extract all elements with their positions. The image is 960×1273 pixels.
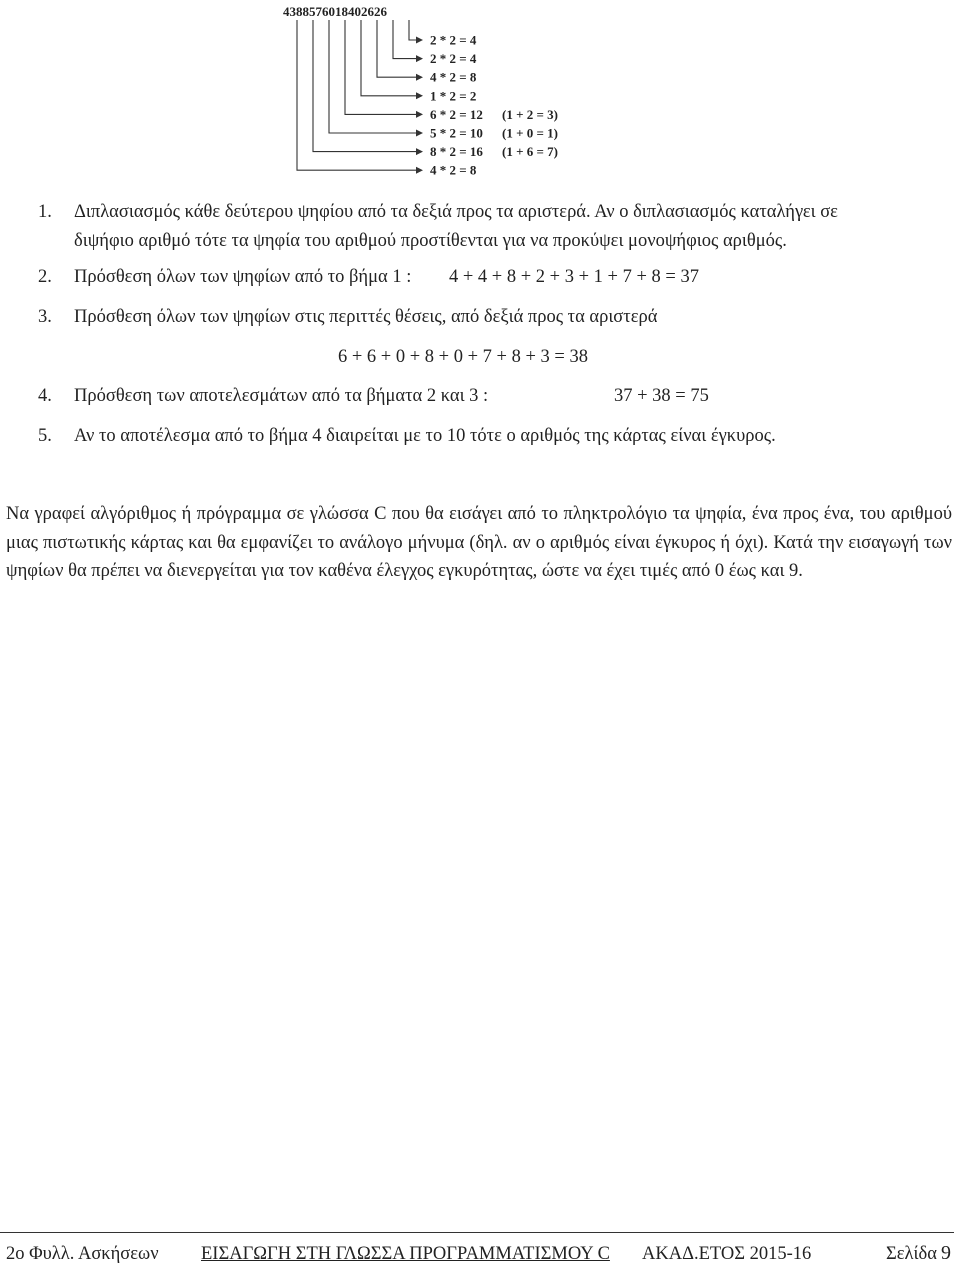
step-3-formula: 6 + 6 + 0 + 8 + 0 + 7 + 8 + 3 = 38 [338,347,588,367]
step-4-number: 4. [38,386,52,406]
doubling-product: 1 * 2 = 2 [430,88,477,104]
arrow-head [416,74,423,81]
footer-course-title: ΕΙΣΑΓΩΓΗ ΣΤΗ ΓΛΩΣΣΑ ΠΡΟΓΡΑΜΜΑΤΙΣΜΟΥ C [201,1244,610,1264]
arrow-head [416,167,423,174]
arrow-head [416,111,423,118]
arrow-head [416,55,423,62]
step-2-text: Πρόσθεση όλων των ψηφίων από το βήμα 1 : [74,267,412,287]
bracket-line [377,20,417,77]
step-1-number: 1. [38,202,52,222]
bracket-line [345,20,417,114]
digit-sum: (1 + 0 = 1) [502,125,558,141]
digit-sum: (1 + 2 = 3) [502,106,558,122]
arrow-head [416,130,423,137]
doubling-product: 6 * 2 = 12 [430,106,483,122]
card-number: 4388576018402626 [283,4,387,19]
doubling-product: 5 * 2 = 10 [430,125,483,141]
footer-academic-year: ΑΚΑΔ.ΕΤΟΣ 2015-16 [642,1244,812,1264]
doubling-product: 4 * 2 = 8 [430,69,477,85]
bracket-line [297,20,417,170]
doubling-diagram [270,0,590,185]
step-4-text: Πρόσθεση των αποτελεσμάτων από τα βήματα 2 και 3 : [74,386,489,406]
footer-sheet-label: 2ο Φυλλ. Ασκήσεων [6,1244,159,1264]
arrow-head [416,37,423,44]
digit-sum: (1 + 6 = 7) [502,144,558,160]
step-5-number: 5. [38,426,52,446]
doubling-product: 2 * 2 = 4 [430,32,477,48]
arrow-head [416,148,423,155]
step-3-text: Πρόσθεση όλων των ψηφίων στις περιττές θέσεις, από δεξιά προς τα αριστερά [74,307,658,327]
footer-page-number: 9 [941,1242,951,1264]
step-1-line-2: διψήφιο αριθμό τότε τα ψηφία του αριθμού προστίθενται για να προκύψει μονοψήφιος αριθμός. [74,231,787,251]
doubling-product: 2 * 2 = 4 [430,51,477,67]
bracket-line [393,20,417,59]
step-4-formula: 37 + 38 = 75 [614,386,709,406]
bracket-line [409,20,417,40]
doubling-product: 8 * 2 = 16 [430,144,483,160]
doubling-product: 4 * 2 = 8 [430,162,477,178]
step-3-number: 3. [38,307,52,327]
step-2-number: 2. [38,267,52,287]
step-5-text: Αν το αποτέλεσμα από το βήμα 4 διαιρείται με το 10 τότε ο αριθμός της κάρτας είναι έγκυρος. [74,426,776,446]
footer-page-label: Σελίδα [886,1244,937,1264]
step-2-formula: 4 + 4 + 8 + 2 + 3 + 1 + 7 + 8 = 37 [449,267,699,287]
step-1-line-1: Διπλασιασμός κάθε δεύτερου ψηφίου από τα δεξιά προς τα αριστερά. Αν ο διπλασιασμός καταλήγει σε [74,202,838,222]
exercise-text: Να γραφεί αλγόριθμος ή πρόγραμμα σε γλώσσα C που θα εισάγει από το πληκτρολόγιο τα ψηφία, ένα προς ένα, του αριθμού μιας πιστωτικής κάρτας και θα εμφανίζει το ανάλογο μήνυμα (δηλ. αν ο αριθμός είναι έγκυρος ή όχι). Κατά την εισαγωγή των ψηφίων θα πρέπει να διενεργείται για τον καθένα έλεγχος εγκυρότητας, ώστε να έχει τιμές από 0 έως και 9. [6,504,952,581]
bracket-line [329,20,417,133]
page-footer [0,1232,954,1269]
arrow-head [416,92,423,99]
